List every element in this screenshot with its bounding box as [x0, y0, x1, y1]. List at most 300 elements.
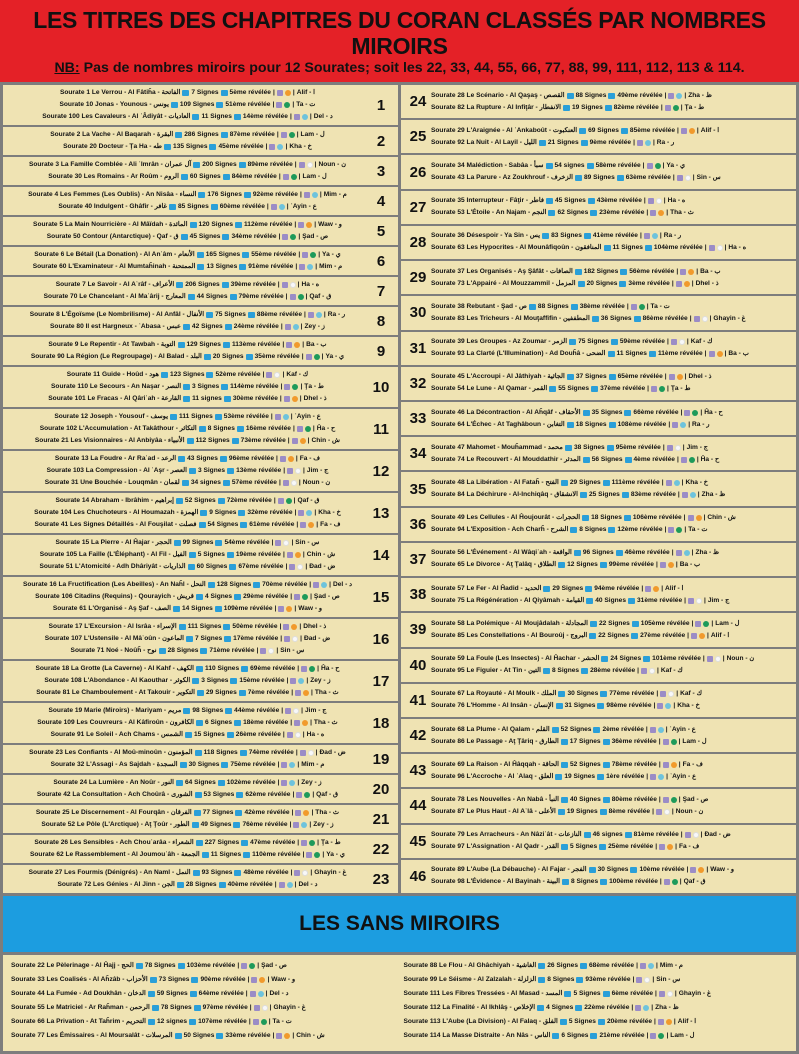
sign-count: 30 Signes: [567, 690, 599, 698]
mirror-number: 38: [409, 586, 427, 604]
sura-line: [7, 807, 368, 819]
letter-name: Ghayin - غ: [713, 314, 746, 322]
arrow-icon: [237, 426, 244, 432]
glyph-icon: [278, 498, 284, 504]
element-dot-icon: [699, 633, 705, 639]
sura-title: Sourate 96 L'Accroche - Al ʿAlaq - العلق: [431, 772, 554, 780]
sura-line: [431, 266, 792, 278]
separator: |: [290, 593, 293, 600]
sign-count: 20 Signes: [212, 353, 244, 360]
separator: |: [659, 232, 662, 240]
sign-count: 18 Signes: [591, 514, 622, 522]
sura-line: [7, 351, 368, 363]
letter-name: Ghayin - غ: [314, 869, 347, 876]
sura-title: Sourate 46 La Décontraction - Al Aĥqâf - الأحقاف: [431, 408, 581, 416]
mirror-group: [3, 307, 398, 335]
sura-line: [431, 125, 792, 137]
letter-name: Ta - ت: [688, 526, 708, 534]
separator: |: [273, 497, 276, 504]
glyph-icon: [650, 1033, 656, 1039]
sura-line: [431, 301, 792, 313]
letter-name: Alif - ا: [710, 631, 730, 639]
arrow-icon: [183, 708, 190, 714]
element-dot-icon: [652, 233, 658, 239]
arrow-icon: [218, 780, 225, 786]
glyph-icon: [669, 374, 675, 380]
revelation-order: 7ème révélée: [247, 689, 290, 696]
sura-title: Sourate 113 L'Aube (La Division) - Al Falaq - الفلق: [403, 1018, 558, 1025]
sura-title: Sourate 100 Les Cavaleurs - Al ʿÂdiyât - العاديات: [42, 113, 191, 120]
separator: |: [302, 851, 305, 858]
letter-name: Qaf - ق: [309, 293, 332, 300]
revelation-order: 68ème révélée: [589, 962, 635, 969]
separator: |: [277, 761, 280, 768]
sura-line: [431, 102, 792, 114]
mirror-group: [3, 619, 398, 659]
letter-name: Chin - ش: [707, 514, 736, 522]
revelation-order: 36ème révélée: [611, 737, 657, 745]
mirror-group: [3, 577, 398, 617]
separator: |: [686, 866, 689, 874]
element-dot-icon: [261, 1019, 267, 1025]
sura-line: [7, 687, 368, 699]
separator: |: [703, 514, 706, 522]
glyph-icon: [635, 1005, 641, 1011]
separator: |: [265, 143, 268, 150]
separator: |: [677, 491, 680, 499]
arrow-icon: [239, 264, 246, 270]
mirror-group: [401, 226, 796, 259]
letter-name: Lam - ل: [302, 173, 327, 180]
mirror-group: [401, 754, 796, 787]
revelation-order: 93ème révélée: [585, 976, 631, 983]
letter-name: Ha - ه: [667, 197, 686, 205]
letter-name: Dhel - ذ: [688, 373, 712, 381]
mirror-number: 8: [376, 312, 386, 330]
letter-name: Zey - ز: [310, 677, 331, 684]
arrow-icon: [620, 269, 627, 275]
mirror-group: [401, 437, 796, 470]
revelation-order: 3ème révélée: [628, 279, 670, 287]
mirror-number: 42: [409, 727, 427, 745]
sign-count: 75 Signes: [215, 311, 246, 318]
mirror-group: [401, 261, 796, 294]
element-dot-icon: [298, 678, 304, 684]
separator: |: [297, 761, 300, 768]
sign-count: 286 Signes: [184, 131, 219, 138]
letter-name: Ţa - ط: [304, 383, 324, 390]
element-dot-icon: [671, 739, 677, 745]
group-lines: [431, 653, 792, 677]
glyph-icon: [281, 132, 287, 138]
separator: |: [277, 779, 280, 786]
separator: |: [673, 702, 676, 710]
sura-line: [431, 407, 792, 419]
arrow-icon: [593, 727, 600, 733]
arrow-icon: [543, 586, 550, 592]
sign-count: 40 Signes: [595, 596, 627, 604]
element-dot-icon: [295, 552, 301, 558]
revelation-order: 41ème révélée: [592, 232, 638, 240]
arrow-icon: [548, 210, 555, 216]
letter-name: Ĥa - ح: [320, 665, 340, 672]
separator: |: [310, 719, 312, 726]
sign-count: 78 Signes: [160, 1004, 192, 1011]
sura-title: Sourate 13 La Foudre - Ar Raʿad - الرعد: [54, 455, 177, 462]
revelation-order: 114ème révélée: [230, 383, 279, 390]
letter-name: Dhel - ذ: [303, 623, 327, 630]
arrow-icon: [193, 870, 200, 876]
sura-title: Sourate 54 Le Lune - Al Qamar - القمر: [431, 385, 548, 393]
glyph-icon: [287, 732, 293, 738]
mirror-group: [3, 277, 398, 305]
element-dot-icon: [675, 445, 681, 451]
separator: |: [676, 690, 679, 698]
letter-name: Qaf - ق: [297, 497, 320, 504]
sura-title: Sourate 50 Contour (Antarctique) - Qaf - ق: [46, 233, 179, 240]
sura-line: [431, 794, 792, 806]
sign-count: 206 Signes: [185, 281, 220, 288]
letter-name: Zey - ز: [313, 821, 334, 828]
letter-name: Waw - و: [318, 221, 342, 228]
arrow-icon: [529, 304, 536, 310]
sura-line: [431, 489, 792, 501]
arrow-icon: [240, 750, 247, 756]
glyph-icon: [241, 963, 247, 969]
arrow-icon: [202, 852, 209, 858]
element-dot-icon: [666, 1019, 672, 1025]
sura-title: Sourate 57 Le Fer - Al Ĥadid - الحديد: [431, 584, 542, 592]
element-dot-icon: [668, 691, 674, 697]
glyph-icon: [659, 844, 665, 850]
sura-title: Sourate 15 La Pierre - Al Ĥajar - الحجر: [55, 539, 172, 546]
separator: |: [706, 866, 709, 874]
sura-line: [7, 837, 368, 849]
arrow-icon: [218, 498, 225, 504]
element-dot-icon: [297, 564, 303, 570]
group-lines: [431, 759, 792, 783]
element-dot-icon: [307, 264, 313, 270]
separator: |: [298, 251, 301, 258]
revelation-order: 113ème révélée: [231, 341, 281, 348]
letter-name: Ra - ر: [327, 311, 346, 318]
element-dot-icon: [274, 372, 280, 378]
sign-count: 19 Signes: [566, 807, 598, 815]
glyph-icon: [282, 234, 288, 240]
sura-line: [7, 759, 368, 771]
arrow-icon: [208, 582, 215, 588]
revelation-order: 69ème révélée: [250, 665, 296, 672]
separator: |: [691, 279, 694, 287]
note-text: Pas de nombres miroirs pour 12 Sourates; soit les 22, 33, 44, 55, 66, 77, 88, 99, 111, 112, 113 & 114.: [83, 60, 745, 76]
arrow-icon: [604, 245, 611, 251]
separator: |: [626, 302, 629, 310]
sura-line: [11, 987, 396, 1001]
arrow-icon: [607, 445, 614, 451]
letter-name: Fa - ف: [682, 760, 703, 768]
letter-name: Fa - ف: [678, 843, 700, 851]
separator: |: [316, 521, 319, 528]
separator: |: [666, 1032, 669, 1039]
arrow-icon: [209, 144, 216, 150]
sign-count: 109 Signes: [179, 101, 215, 108]
glyph-icon: [666, 480, 672, 486]
separator: |: [310, 869, 313, 876]
sign-count: 60 Signes: [196, 563, 228, 570]
separator: |: [658, 760, 661, 768]
separator: |: [660, 103, 663, 111]
group-lines: [7, 837, 368, 861]
revelation-order: 43ème révélée: [596, 197, 642, 205]
sura-line: [7, 537, 368, 549]
arrow-icon: [221, 762, 228, 768]
element-dot-icon: [649, 668, 655, 674]
arrow-icon: [177, 882, 184, 888]
sura-title: Sourate 107 L'Ustensile - Al Mâʿoûn - الماعون: [44, 635, 185, 642]
sign-count: 6 Signes: [561, 1032, 589, 1039]
sign-count: 11 Signes: [201, 113, 232, 120]
letter-name: Del - د: [298, 881, 318, 888]
separator: |: [282, 371, 285, 378]
sura-title: Sourate 58 La Polémique - Al Moujâdalah - المجادلة: [431, 619, 588, 627]
arrow-icon: [180, 762, 187, 768]
sura-line: [7, 675, 368, 687]
separator: |: [279, 623, 282, 630]
sura-line: [7, 231, 368, 243]
sura-line: [431, 876, 792, 888]
revelation-order: 66ème révélée: [633, 408, 679, 416]
sura-title: Sourate 67 La Royauté - Al Moulk - الملك: [431, 690, 557, 698]
mirror-number: 10: [372, 378, 390, 396]
arrow-icon: [592, 316, 599, 322]
arrow-icon: [182, 480, 189, 486]
mirror-group: [3, 187, 398, 215]
element-dot-icon: [643, 1005, 649, 1011]
separator: |: [686, 338, 689, 346]
separator: |: [704, 350, 707, 358]
sign-count: 50 Signes: [183, 1032, 215, 1039]
arrow-icon: [575, 1005, 582, 1011]
letter-name: Jim - ج: [707, 596, 730, 604]
revelation-order: 55ème révélée: [251, 251, 297, 258]
mirror-number: 5: [376, 222, 386, 240]
element-dot-icon: [693, 832, 699, 838]
mirror-group: [401, 472, 796, 505]
separator: |: [305, 293, 308, 300]
arrow-icon: [539, 140, 546, 146]
sura-title: Sourate 101 Le Fracas - Al Qâriʿah - القارعة: [48, 395, 182, 402]
separator: |: [237, 962, 240, 969]
separator: |: [653, 702, 656, 710]
group-lines: [7, 369, 368, 405]
element-dot-icon: [656, 198, 662, 204]
arrow-icon: [197, 690, 204, 696]
separator: |: [299, 623, 302, 630]
sign-count: 69 Signes: [588, 126, 619, 134]
glyph-icon: [251, 977, 257, 983]
glyph-icon: [286, 342, 292, 348]
separator: |: [298, 173, 301, 180]
element-dot-icon: [291, 174, 297, 180]
separator: |: [676, 455, 679, 463]
sura-line: [7, 717, 368, 729]
sura-title: Sourate 78 Les Nouvelles - An Nabâ - النبأ: [431, 795, 559, 803]
element-dot-icon: [286, 498, 292, 504]
glyph-icon: [688, 515, 694, 521]
revelation-order: 29ème révélée: [243, 593, 289, 600]
element-dot-icon: [302, 114, 308, 120]
mirror-group: [401, 860, 796, 893]
no-mirror-left: [11, 959, 396, 1043]
letter-name: ʿAyin - ع: [669, 772, 697, 780]
separator: |: [294, 881, 297, 888]
element-dot-icon: [289, 780, 295, 786]
separator: |: [295, 263, 298, 270]
sura-line: [7, 261, 368, 273]
arrow-icon: [194, 1005, 201, 1011]
sura-title: Sourate 56 L'Événement - Al Wâqiʿah - الواقعة: [431, 549, 572, 557]
sign-count: 227 Signes: [204, 839, 240, 846]
arrow-icon: [590, 621, 597, 627]
sign-count: 11 Signes: [612, 244, 643, 252]
separator: |: [300, 323, 303, 330]
glyph-icon: [285, 708, 291, 714]
mirror-number: 36: [409, 515, 427, 533]
arrow-icon: [224, 396, 231, 402]
arrow-icon: [189, 552, 196, 558]
sign-count: 128 Signes: [216, 581, 252, 588]
arrow-icon: [164, 144, 171, 150]
element-dot-icon: [684, 281, 690, 287]
sura-line: [431, 371, 792, 383]
separator: |: [696, 126, 699, 134]
sign-count: 3 Signes: [197, 467, 226, 474]
glyph-icon: [301, 666, 307, 672]
element-dot-icon: [671, 797, 677, 803]
glyph-icon: [253, 1019, 259, 1025]
sura-title: Sourate 68 La Plume - Al Qalam - القلم: [431, 725, 550, 733]
sura-title: Sourate 105 La Faille (L'Éléphant) - Al Fil - الفيل: [39, 551, 187, 558]
letter-name: Jim - ج: [686, 443, 709, 451]
separator: |: [306, 677, 309, 684]
glyph-icon: [668, 93, 674, 99]
letter-name: Dhel - ذ: [695, 279, 719, 287]
sura-line: [7, 819, 368, 831]
element-dot-icon: [295, 468, 301, 474]
glyph-icon: [641, 668, 647, 674]
arrow-icon: [196, 594, 203, 600]
separator: |: [662, 443, 665, 451]
separator: |: [667, 385, 669, 393]
sign-count: 176 Signes: [207, 191, 242, 198]
group-lines: [431, 794, 792, 818]
element-dot-icon: [665, 703, 671, 709]
group-lines: [431, 407, 792, 431]
letter-name: Waw - و: [271, 976, 296, 983]
letter-name: Ya - ي: [666, 162, 686, 170]
revelation-order: 105ème révélée: [640, 619, 690, 627]
separator: |: [274, 605, 277, 612]
glyph-icon: [283, 174, 289, 180]
glyph-icon: [681, 128, 687, 134]
arrow-icon: [240, 522, 247, 528]
revelation-order: 54ème révélée: [224, 539, 270, 546]
glyph-icon: [690, 867, 696, 873]
revelation-order: 28ème révélée: [590, 667, 636, 675]
letter-name: Ĥa - ح: [700, 455, 720, 463]
separator: |: [658, 795, 661, 803]
revelation-order: 110ème révélée: [252, 851, 301, 858]
glyph-icon: [260, 648, 266, 654]
separator: |: [322, 851, 325, 858]
sura-title: Sourate 7 Le Savoir - Al Aʿrâf - الأعراف: [55, 281, 175, 288]
sign-count: 8 Signes: [551, 667, 580, 675]
mirror-group: [401, 684, 796, 717]
element-dot-icon: [262, 1005, 268, 1011]
mirror-number: 1: [376, 96, 386, 114]
revelation-order: 10ème révélée: [639, 866, 685, 874]
group-lines: [431, 829, 792, 853]
arrow-icon: [552, 727, 559, 733]
sura-title: Sourate 65 Le Divorce - Aţ Ţalâq - الطلاق: [431, 561, 557, 569]
arrow-icon: [624, 515, 631, 521]
arrow-icon: [222, 234, 229, 240]
group-lines: [431, 547, 792, 571]
sign-count: 5 Signes: [197, 551, 225, 558]
sign-count: 111 Signes: [187, 623, 222, 630]
element-dot-icon: [674, 480, 680, 486]
sura-line: [7, 111, 368, 123]
revelation-order: 91ème révélée: [248, 263, 294, 270]
sign-count: 52 Signes: [560, 725, 592, 733]
sura-line: [431, 336, 792, 348]
element-dot-icon: [302, 720, 308, 726]
revelation-order: 39ème révélée: [230, 281, 276, 288]
arrow-icon: [570, 527, 577, 533]
arrow-icon: [580, 492, 587, 498]
element-dot-icon: [645, 140, 651, 146]
separator: |: [285, 563, 288, 570]
separator: |: [664, 91, 667, 99]
arrow-icon: [183, 396, 190, 402]
separator: |: [289, 113, 292, 120]
separator: |: [678, 760, 681, 768]
revelation-order: 30ème révélée: [232, 395, 278, 402]
element-dot-icon: [655, 163, 661, 169]
sign-count: 9 Signes: [209, 509, 237, 516]
sura-title: Sourate 27 Les Fourmis (Dénigrés) - An Naml - النمل: [28, 869, 191, 876]
glyph-icon: [640, 963, 646, 969]
sign-count: 3 Signes: [192, 383, 220, 390]
revelation-order: 89ème révélée: [247, 161, 293, 168]
sign-count: 73 Signes: [158, 976, 190, 983]
mirror-group: [3, 775, 398, 803]
arrow-icon: [625, 457, 632, 463]
sign-count: 42 Signes: [191, 323, 223, 330]
header: [0, 0, 799, 82]
glyph-icon: [297, 426, 303, 432]
letter-name: Chin - ش: [311, 437, 341, 444]
separator: |: [689, 314, 692, 322]
element-dot-icon: [249, 963, 255, 969]
sign-count: 24 Signes: [610, 655, 642, 663]
sura-title: Sourate 61 L'Organisé - Aş Şaf - الصف: [52, 605, 171, 612]
sign-count: 29 Signes: [552, 584, 584, 592]
arrow-icon: [624, 410, 631, 416]
letter-name: Ra - ر: [656, 138, 675, 146]
glyph-icon: [663, 797, 669, 803]
mirror-number: 37: [409, 550, 427, 568]
